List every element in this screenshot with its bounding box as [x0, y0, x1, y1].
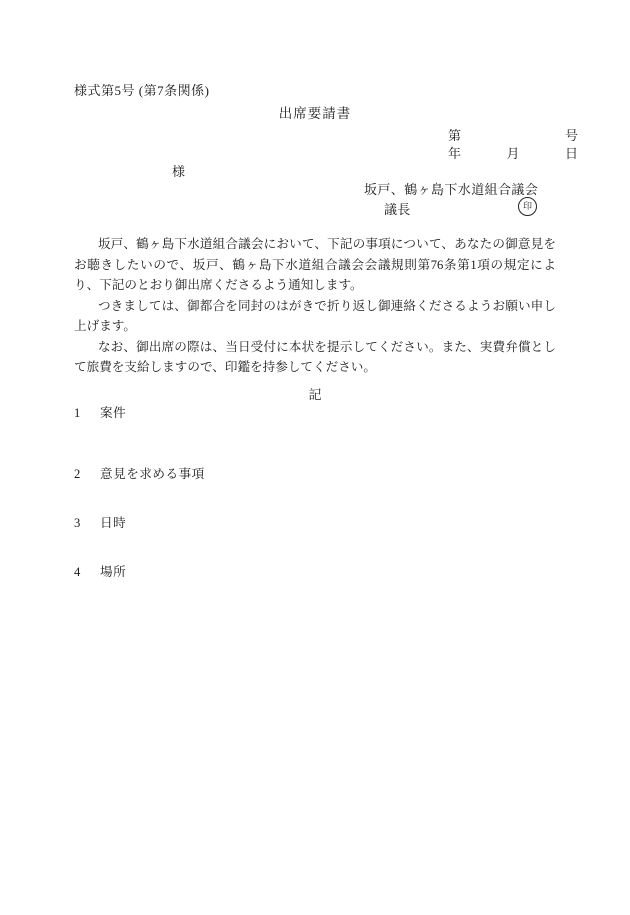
number-label-left: 第	[448, 128, 462, 143]
seal-icon: 印	[518, 197, 537, 216]
list-item-label: 場所	[100, 565, 127, 579]
page-title: 出席要請書	[278, 106, 352, 121]
body-paragraph-2: つきましては、御都合を同封のはがきで折り返し御連絡くださるようお願い申し上げます。	[74, 298, 556, 333]
body-paragraph-1: 坂戸、鶴ヶ島下水道組合議会において、下記の事項について、あなたの御意見をお聴きしたいので、坂戸、鶴ヶ島下水道組合議会会議規則第76条第1項の規定により、下記のとおり御出席くださるよう通知します。	[74, 237, 556, 292]
list-item-label: 意見を求める事項	[100, 467, 205, 481]
document-number-row	[448, 125, 578, 144]
list-item-label: 日時	[100, 516, 127, 530]
issuer-organization: 坂戸、鶴ヶ島下水道組合議会	[364, 182, 539, 197]
list-item	[74, 463, 474, 482]
body-paragraph-3: なお、御出席の際は、当日受付に本状を提示してください。また、実費弁償として旅費を支給しますので、印鑑を持参してください。	[74, 339, 556, 374]
item-spacer	[74, 531, 474, 561]
date-year-label: 年	[448, 146, 462, 161]
ki-heading: 記	[308, 387, 322, 402]
list-item-number: 3	[74, 516, 81, 530]
list-item	[74, 561, 474, 580]
addressee-honorific: 様	[172, 164, 186, 179]
issuer-title: 議長	[384, 202, 411, 217]
list-item-number: 2	[74, 467, 81, 481]
number-label-right: 号	[564, 128, 578, 143]
item-list	[74, 402, 474, 580]
item-spacer	[74, 421, 474, 463]
form-number: 様式第5号 (第7条関係)	[74, 83, 210, 98]
body-text	[74, 234, 556, 378]
document-date-row	[448, 143, 578, 162]
list-item	[74, 512, 474, 531]
date-month-label: 月	[506, 146, 520, 161]
list-item	[74, 402, 474, 421]
date-day-label: 日	[564, 146, 578, 161]
list-item-number: 4	[74, 565, 81, 579]
item-spacer	[74, 482, 474, 512]
list-item-number: 1	[74, 406, 81, 420]
list-item-label: 案件	[100, 406, 127, 420]
